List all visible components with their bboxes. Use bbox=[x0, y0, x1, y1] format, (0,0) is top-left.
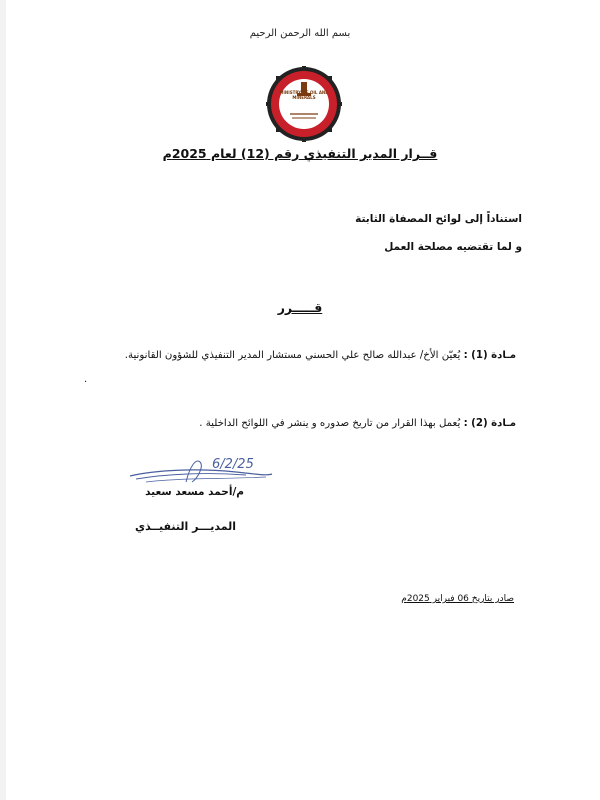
signatory-title: المديـــر التنفيــذي bbox=[135, 520, 236, 533]
signatory-name: م/أحمد مسعد سعيد bbox=[145, 486, 244, 498]
decision-title: قــرار المدير التنفيذي رقم (12) لعام 2025م bbox=[162, 146, 438, 161]
logo-text: MINISTRY OF OIL AND MINERALS bbox=[279, 90, 329, 100]
article-2 bbox=[199, 418, 516, 429]
basis-line-1: استناداً إلى لوائح المصفاة الثابتة bbox=[355, 213, 522, 225]
ministry-logo bbox=[266, 66, 342, 142]
handwritten-date: 6/2/25 bbox=[212, 457, 254, 472]
issue-date: صادر بتاريخ 06 فبراير 2025م bbox=[401, 594, 514, 604]
article-1-text: يُعيّن الأخ/ عبدالله صالح علي الحسني مستشار المدير التنفيذي للشؤون القانونية. bbox=[124, 350, 461, 361]
article-2-label: مـادة (2) : bbox=[463, 418, 516, 429]
stray-mark: . bbox=[84, 374, 88, 385]
basis-line-2: و لما تقتضيه مصلحة العمل bbox=[384, 241, 522, 253]
page-edge-shadow bbox=[0, 0, 6, 800]
logo-seal-icon bbox=[266, 66, 342, 142]
article-1-label: مـادة (1) : bbox=[463, 350, 516, 361]
decision-heading: قـــــرر bbox=[277, 300, 323, 315]
article-1 bbox=[125, 350, 516, 361]
article-2-text: يُعمل بهذا القرار من تاريخ صدوره و ينشر في اللوائح الداخلية . bbox=[199, 418, 461, 429]
basmala: بسم الله الرحمن الرحيم bbox=[249, 28, 351, 39]
